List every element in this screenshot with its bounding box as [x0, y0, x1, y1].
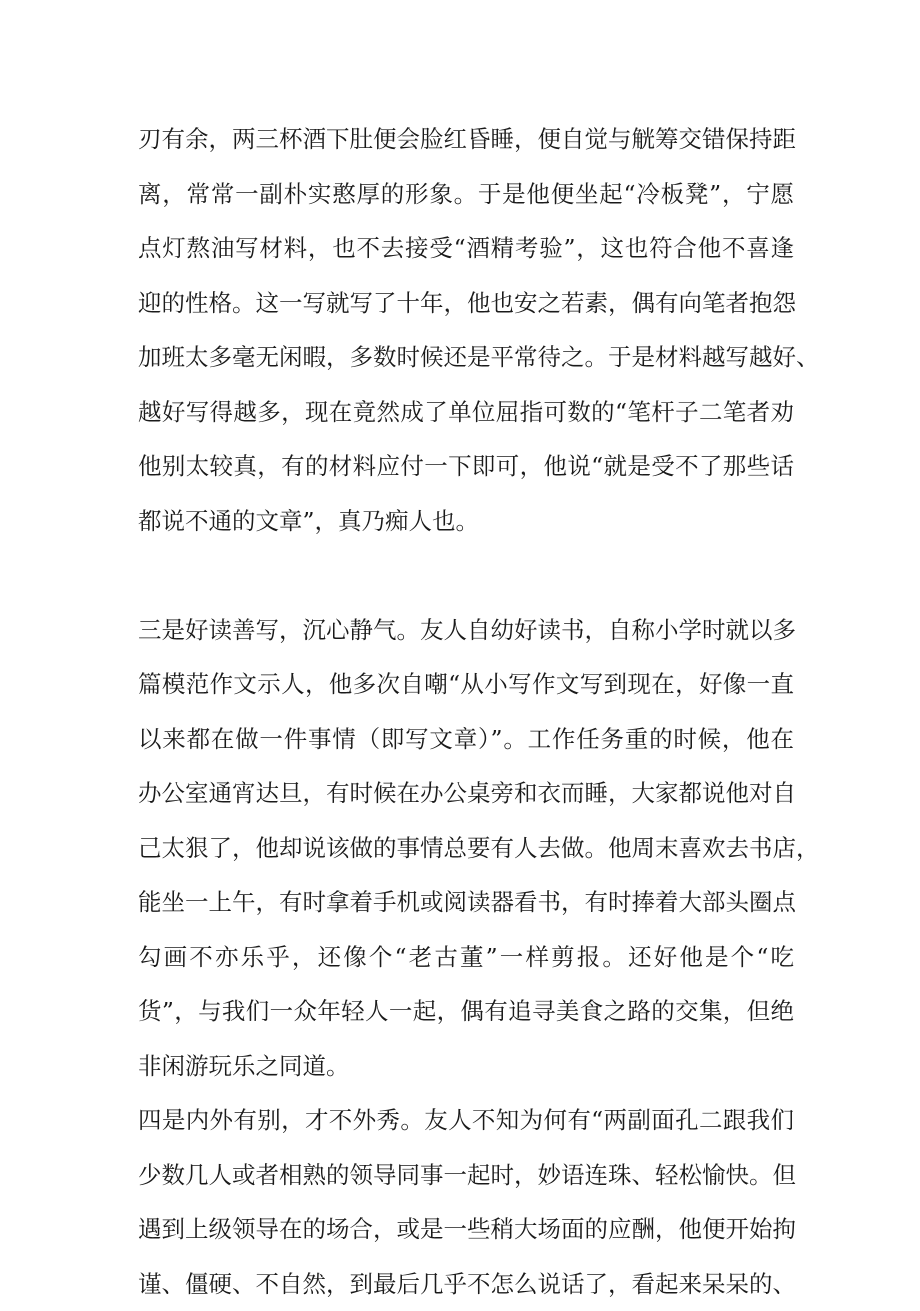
text-line: 点灯熬油写材料，也不去接受“酒精考验”，这也符合他不喜逢 — [138, 221, 794, 276]
text-line: 迎的性格。这一写就写了十年，他也安之若素，偶有向笔者抱怨 — [138, 276, 794, 331]
text-line: 遇到上级领导在的场合，或是一些稍大场面的应酬，他便开始拘 — [138, 1202, 794, 1257]
text-line: 刃有余，两三杯酒下肚便会脸红昏睡，便自觉与觥筹交错保持距 — [138, 112, 794, 167]
text-line: 以来都在做一件事情（即写文章）”。工作任务重的时候，他在 — [138, 712, 794, 767]
text-line: 办公室通宵达旦，有时候在办公桌旁和衣而睡，大家都说他对自 — [138, 766, 794, 821]
paragraph-1 — [138, 112, 794, 548]
text-line: 三是好读善写，沉心静气。友人自幼好读书，自称小学时就以多 — [138, 603, 794, 658]
paragraph-2 — [138, 603, 794, 1094]
text-line: 离，常常一副朴实憨厚的形象。于是他便坐起“冷板凳”，宁愿 — [138, 167, 794, 222]
text-line: 少数几人或者相熟的领导同事一起时，妙语连珠、轻松愉快。但 — [138, 1148, 794, 1203]
text-line: 货”，与我们一众年轻人一起，偶有追寻美食之路的交集，但绝 — [138, 984, 794, 1039]
text-line: 篇模范作文示人，他多次自嘲“从小写作文写到现在，好像一直 — [138, 657, 794, 712]
text-line: 四是内外有别，才不外秀。友人不知为何有“两副面孔二跟我们 — [138, 1093, 794, 1148]
text-line: 非闲游玩乐之同道。 — [138, 1039, 794, 1094]
text-line: 都说不通的文章”，真乃痴人也。 — [138, 494, 794, 549]
document-body — [138, 112, 794, 1311]
paragraph-3 — [138, 1093, 794, 1311]
text-line: 越好写得越多，现在竟然成了单位屈指可数的“笔杆子二笔者劝 — [138, 385, 794, 440]
text-line: 能坐一上午，有时拿着手机或阅读器看书，有时捧着大部头圈点 — [138, 875, 794, 930]
paragraph-gap — [138, 548, 794, 603]
text-line: 他别太较真，有的材料应付一下即可，他说“就是受不了那些话 — [138, 439, 794, 494]
text-line: 加班太多毫无闲暇，多数时候还是平常待之。于是材料越写越好、 — [138, 330, 794, 385]
text-line: 勾画不亦乐乎，还像个“老古董”一样剪报。还好他是个“吃 — [138, 930, 794, 985]
text-line: 己太狠了，他却说该做的事情总要有人去做。他周末喜欢去书店， — [138, 821, 794, 876]
text-line: 谨、僵硬、不自然，到最后几乎不怎么说话了，看起来呆呆的、 — [138, 1257, 794, 1311]
